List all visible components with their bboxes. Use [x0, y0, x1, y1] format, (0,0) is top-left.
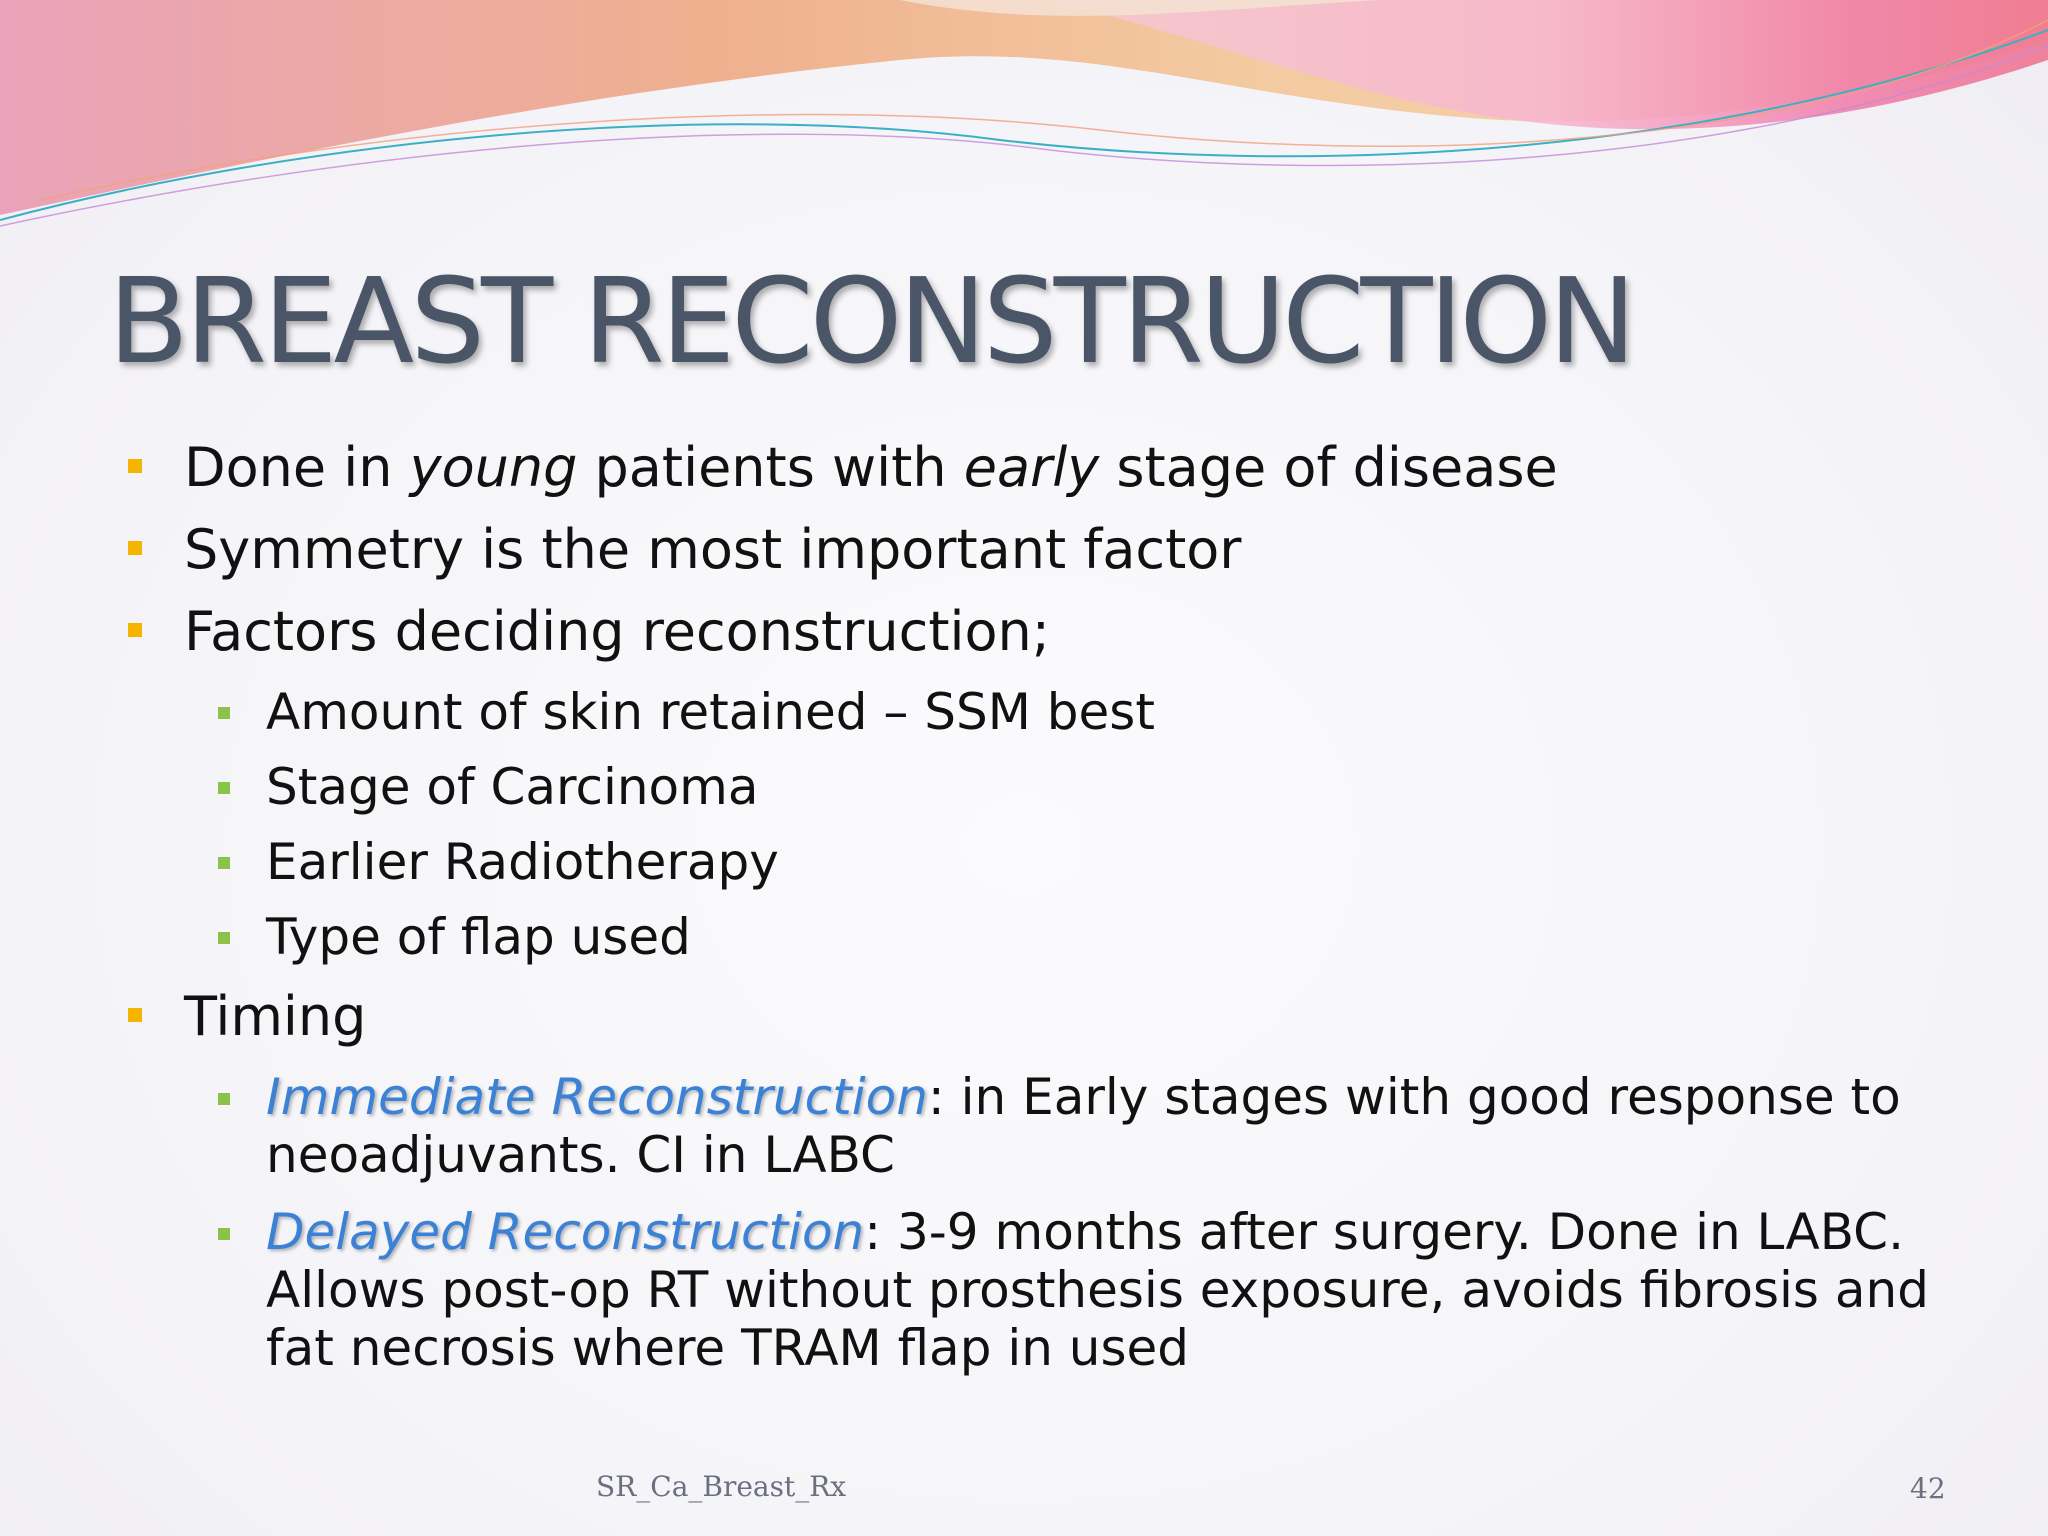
- sub-bullet-item: Amount of skin retained – SSM best: [266, 683, 1155, 741]
- sub-bullet-marker: [218, 857, 230, 869]
- timing-delayed-item: Delayed Reconstruction: 3-9 months after surgery. Done in LABC. Allows post-op RT without prosthesis exposure, avoids fibrosis and fat necrosis where TRAM flap in used: [266, 1203, 1929, 1377]
- sub-bullet-marker: [218, 707, 230, 719]
- bullet-marker: [128, 541, 142, 555]
- bullet-item-4: Timing: [184, 985, 367, 1048]
- term-immediate-reconstruction: Immediate Reconstruction: [266, 1068, 928, 1126]
- footer-text: SR_Ca_Breast_Rx: [596, 1470, 847, 1503]
- bullet-item-3: Factors deciding reconstruction;: [184, 600, 1050, 663]
- bullet-marker: [128, 623, 142, 637]
- slide-title: BREAST RECONSTRUCTION: [108, 252, 1633, 390]
- sub-bullet-item: Type of flap used: [266, 908, 691, 966]
- bullet-marker: [128, 459, 142, 473]
- page-number: 42: [1910, 1472, 1946, 1505]
- bullet-marker: [128, 1008, 142, 1022]
- term-delayed-reconstruction: Delayed Reconstruction: [266, 1203, 865, 1261]
- sub-bullet-marker: [218, 1093, 230, 1105]
- sub-bullet-marker: [218, 932, 230, 944]
- sub-bullet-marker: [218, 1228, 230, 1240]
- bullet-item-1: Done in young patients with early stage of disease: [184, 436, 1558, 499]
- decorative-wave-banner: [0, 0, 2048, 240]
- sub-bullet-marker: [218, 782, 230, 794]
- sub-bullet-item: Earlier Radiotherapy: [266, 833, 779, 891]
- bullet-item-2: Symmetry is the most important factor: [184, 518, 1242, 581]
- sub-bullet-item: Stage of Carcinoma: [266, 758, 759, 816]
- timing-immediate-item: Immediate Reconstruction: in Early stages with good response to neoadjuvants. CI in LABC: [266, 1068, 1901, 1184]
